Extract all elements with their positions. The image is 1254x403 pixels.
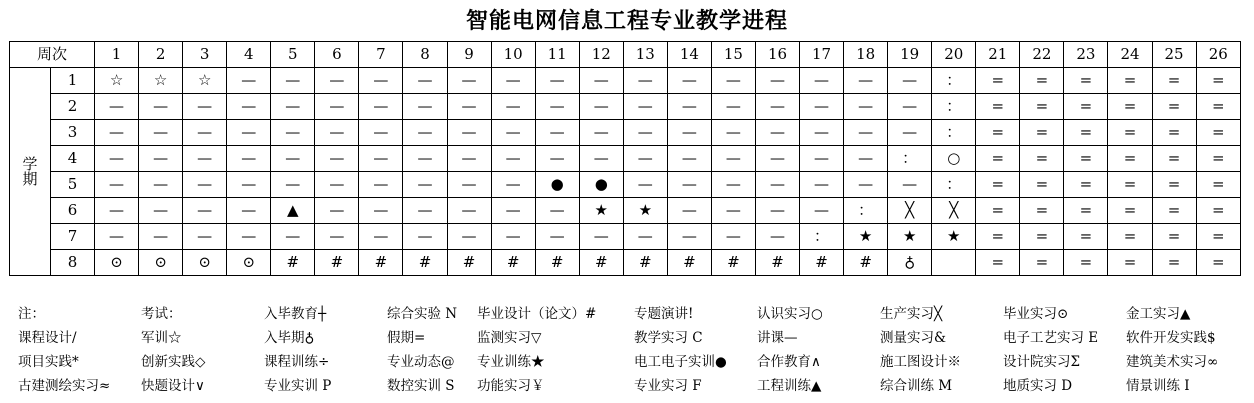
schedule-cell: — [623, 68, 667, 94]
schedule-cell: — [755, 120, 799, 146]
schedule-cell: = [1064, 94, 1108, 120]
schedule-cell: = [1020, 172, 1064, 198]
legend-item: 课程训练÷ [264, 354, 330, 370]
schedule-cell: — [535, 120, 579, 146]
term-row [10, 198, 1241, 224]
schedule-cell: — [183, 172, 227, 198]
schedule-cell: — [491, 94, 535, 120]
schedule-cell: — [139, 172, 183, 198]
schedule-cell: = [1152, 172, 1196, 198]
schedule-cell: — [491, 146, 535, 172]
schedule-cell: — [800, 68, 844, 94]
schedule-cell: — [844, 94, 888, 120]
schedule-cell: — [844, 172, 888, 198]
schedule-table [9, 41, 1241, 276]
schedule-cell: — [403, 120, 447, 146]
legend-item: 项目实践* [18, 354, 79, 370]
schedule-cell: = [1196, 250, 1240, 276]
schedule-cell: ▲ [271, 198, 315, 224]
schedule-cell: — [359, 146, 403, 172]
week-header: 21 [976, 42, 1020, 68]
schedule-cell: — [227, 120, 271, 146]
schedule-cell: — [888, 120, 932, 146]
week-header: 24 [1108, 42, 1152, 68]
schedule-cell: — [711, 198, 755, 224]
schedule-cell: = [1020, 250, 1064, 276]
schedule-cell: = [1152, 198, 1196, 224]
schedule-cell: — [183, 224, 227, 250]
legend-item: 功能实习￥ [477, 378, 545, 394]
legend-item: 专业动态@ [387, 354, 455, 370]
legend-item: 专业实训 P [264, 378, 332, 394]
schedule-cell: — [359, 172, 403, 198]
schedule-cell: — [95, 172, 139, 198]
schedule-cell: — [755, 94, 799, 120]
schedule-cell: # [711, 250, 755, 276]
legend-item: 教学实习 C [634, 330, 703, 346]
schedule-cell: ★ [844, 224, 888, 250]
schedule-cell: ● [579, 172, 623, 198]
schedule-cell: = [1108, 198, 1152, 224]
schedule-cell: — [315, 224, 359, 250]
schedule-cell: — [755, 198, 799, 224]
schedule-cell: = [1064, 224, 1108, 250]
schedule-cell: — [711, 68, 755, 94]
schedule-cell: — [447, 94, 491, 120]
schedule-cell: # [535, 250, 579, 276]
term-number: 1 [51, 68, 95, 94]
term-number: 3 [51, 120, 95, 146]
schedule-cell: — [491, 68, 535, 94]
legend-item: 认识实习○ [757, 306, 823, 322]
schedule-cell: ⊙ [227, 250, 271, 276]
week-header: 10 [491, 42, 535, 68]
schedule-cell: — [623, 120, 667, 146]
schedule-cell: = [1064, 250, 1108, 276]
legend-item: 情景训练 I [1126, 378, 1190, 394]
schedule-cell: — [667, 120, 711, 146]
term-row [10, 94, 1241, 120]
schedule-cell: ： [888, 146, 932, 172]
schedule-cell: ： [844, 198, 888, 224]
legend-item: 课程设计/ [18, 330, 77, 346]
schedule-cell: = [1108, 172, 1152, 198]
schedule-cell: ⊙ [139, 250, 183, 276]
week-header: 8 [403, 42, 447, 68]
schedule-cell: — [535, 198, 579, 224]
schedule-cell: = [1152, 146, 1196, 172]
week-header: 5 [271, 42, 315, 68]
schedule-cell: — [315, 146, 359, 172]
schedule-cell: — [491, 172, 535, 198]
legend-item: 专题演讲! [634, 306, 694, 322]
schedule-cell: — [227, 68, 271, 94]
schedule-cell: = [1152, 224, 1196, 250]
schedule-cell: — [403, 198, 447, 224]
schedule-cell: — [800, 146, 844, 172]
schedule-cell: ★ [932, 224, 976, 250]
schedule-cell: ☆ [139, 68, 183, 94]
schedule-cell: # [491, 250, 535, 276]
schedule-cell: ⊙ [95, 250, 139, 276]
legend-item: 金工实习▲ [1126, 306, 1191, 322]
schedule-cell: ⊙ [183, 250, 227, 276]
legend-item: 施工图设计※ [880, 354, 961, 370]
schedule-cell: — [755, 172, 799, 198]
schedule-cell: = [976, 94, 1020, 120]
week-header: 18 [844, 42, 888, 68]
term-row [10, 172, 1241, 198]
schedule-cell: ： [932, 172, 976, 198]
schedule-cell: — [667, 146, 711, 172]
schedule-cell: — [271, 172, 315, 198]
schedule-cell: — [755, 68, 799, 94]
legend-item: 毕业设计（论文）# [477, 306, 597, 322]
schedule-cell: — [800, 172, 844, 198]
schedule-cell: # [623, 250, 667, 276]
schedule-cell: = [976, 120, 1020, 146]
schedule-cell: — [667, 172, 711, 198]
schedule-cell: — [447, 68, 491, 94]
schedule-cell: — [227, 224, 271, 250]
schedule-cell: — [403, 224, 447, 250]
schedule-cell: = [1152, 94, 1196, 120]
schedule-cell: = [1064, 198, 1108, 224]
schedule-cell: — [271, 120, 315, 146]
schedule-cell: = [1064, 120, 1108, 146]
schedule-cell: — [623, 94, 667, 120]
week-header: 11 [535, 42, 579, 68]
schedule-cell: — [271, 94, 315, 120]
legend-item: 入毕教育┼ [264, 306, 327, 322]
term-number: 7 [51, 224, 95, 250]
schedule-cell: = [1108, 224, 1152, 250]
schedule-cell: — [315, 68, 359, 94]
schedule-cell: — [447, 146, 491, 172]
schedule-cell: — [711, 224, 755, 250]
week-header: 12 [579, 42, 623, 68]
schedule-cell: — [491, 198, 535, 224]
legend-item: 数控实训 S [387, 378, 455, 394]
legend-item: 合作教育∧ [757, 354, 821, 370]
schedule-cell: — [623, 224, 667, 250]
legend-item: 综合实验 N [387, 306, 458, 322]
schedule-cell: = [1152, 120, 1196, 146]
schedule-cell: = [976, 198, 1020, 224]
schedule-cell: — [359, 94, 403, 120]
schedule-cell: — [800, 120, 844, 146]
legend-item: 创新实践◇ [141, 354, 206, 370]
legend-item: 地质实习 D [1003, 378, 1073, 394]
schedule-cell: = [976, 68, 1020, 94]
schedule-cell: — [844, 120, 888, 146]
term-number: 6 [51, 198, 95, 224]
schedule-cell: — [535, 68, 579, 94]
schedule-cell: — [711, 172, 755, 198]
schedule-cell: — [800, 198, 844, 224]
schedule-cell: ★ [579, 198, 623, 224]
schedule-cell [932, 250, 976, 276]
schedule-cell: # [579, 250, 623, 276]
term-row [10, 250, 1241, 276]
schedule-cell: — [315, 198, 359, 224]
legend-item: 军训☆ [141, 330, 182, 346]
schedule-cell: — [667, 68, 711, 94]
schedule-cell: = [1108, 68, 1152, 94]
schedule-cell: — [403, 68, 447, 94]
schedule-cell: — [359, 120, 403, 146]
schedule-cell: — [95, 120, 139, 146]
schedule-cell: ♁ [888, 250, 932, 276]
week-header: 19 [888, 42, 932, 68]
schedule-cell: — [403, 146, 447, 172]
schedule-cell: = [1064, 68, 1108, 94]
schedule-cell: = [1020, 198, 1064, 224]
schedule-cell: = [1196, 94, 1240, 120]
schedule-cell: = [1152, 68, 1196, 94]
schedule-cell: — [95, 224, 139, 250]
week-header: 25 [1152, 42, 1196, 68]
legend-item: 综合训练 M [880, 378, 953, 394]
schedule-cell: — [711, 94, 755, 120]
week-header: 4 [227, 42, 271, 68]
week-header: 14 [667, 42, 711, 68]
schedule-cell: = [1020, 68, 1064, 94]
schedule-cell: — [403, 94, 447, 120]
schedule-cell: — [227, 198, 271, 224]
schedule-cell: — [844, 146, 888, 172]
schedule-cell: = [1064, 172, 1108, 198]
legend-item: 生产实习╳ [880, 306, 943, 322]
schedule-cell: ： [932, 68, 976, 94]
schedule-cell: — [403, 172, 447, 198]
legend-item: 工程训练▲ [757, 378, 822, 394]
schedule-cell: = [1196, 68, 1240, 94]
week-header: 3 [183, 42, 227, 68]
legend-item: 讲课— [757, 330, 798, 346]
schedule-cell: — [711, 146, 755, 172]
schedule-cell: = [1108, 120, 1152, 146]
schedule-cell: — [227, 146, 271, 172]
term-label-char: 学 [22, 154, 38, 173]
schedule-cell: = [1020, 146, 1064, 172]
schedule-cell: # [315, 250, 359, 276]
schedule-cell: ○ [932, 146, 976, 172]
week-label: 周次 [10, 42, 95, 68]
schedule-cell: — [183, 198, 227, 224]
term-number: 2 [51, 94, 95, 120]
schedule-cell: = [1196, 224, 1240, 250]
schedule-cell: # [800, 250, 844, 276]
schedule-cell: — [844, 68, 888, 94]
legend-item: 专业实习 F [634, 378, 702, 394]
schedule-cell: — [227, 172, 271, 198]
week-header: 16 [755, 42, 799, 68]
header-row [10, 42, 1241, 68]
schedule-cell: — [447, 198, 491, 224]
schedule-cell: — [667, 94, 711, 120]
legend-item: 建筑美术实习∞ [1126, 354, 1219, 370]
schedule-cell: # [359, 250, 403, 276]
legend-item: 监测实习▽ [477, 330, 542, 346]
week-header: 17 [800, 42, 844, 68]
term-number: 5 [51, 172, 95, 198]
schedule-cell: = [1064, 146, 1108, 172]
term-label-char: 期 [22, 169, 38, 188]
week-header: 6 [315, 42, 359, 68]
week-header: 22 [1020, 42, 1064, 68]
schedule-cell: — [183, 146, 227, 172]
legend-item: 设计院实习Σ [1003, 354, 1081, 370]
week-header: 7 [359, 42, 403, 68]
week-header: 15 [711, 42, 755, 68]
schedule-cell: — [535, 146, 579, 172]
legend-item: 专业训练★ [477, 354, 545, 370]
schedule-cell: — [315, 94, 359, 120]
legend-item: 电子工艺实习 E [1003, 330, 1099, 346]
schedule-cell: — [139, 224, 183, 250]
legend-item: 毕业实习⊙ [1003, 306, 1069, 322]
schedule-cell: — [271, 68, 315, 94]
schedule-cell: — [271, 146, 315, 172]
schedule-cell: = [1108, 250, 1152, 276]
week-header: 1 [95, 42, 139, 68]
week-header: 26 [1196, 42, 1240, 68]
schedule-cell: ★ [888, 224, 932, 250]
schedule-cell: — [711, 120, 755, 146]
schedule-cell: = [1152, 250, 1196, 276]
term-label [10, 68, 51, 276]
schedule-cell: — [359, 224, 403, 250]
schedule-cell: — [535, 224, 579, 250]
legend-item: 考试： [141, 306, 182, 322]
schedule-cell: — [579, 146, 623, 172]
schedule-cell: ☆ [183, 68, 227, 94]
schedule-cell: — [315, 172, 359, 198]
schedule-cell: ： [932, 120, 976, 146]
schedule-cell: = [1108, 94, 1152, 120]
legend-item: 软件开发实践$ [1126, 330, 1216, 346]
term-row [10, 120, 1241, 146]
schedule-cell: — [755, 224, 799, 250]
schedule-cell: — [579, 224, 623, 250]
schedule-cell: = [1196, 120, 1240, 146]
term-number: 8 [51, 250, 95, 276]
legend-item: 古建测绘实习≈ [18, 378, 111, 394]
schedule-cell: — [139, 94, 183, 120]
schedule-cell: — [535, 94, 579, 120]
schedule-cell: = [1196, 146, 1240, 172]
schedule-cell: ： [800, 224, 844, 250]
schedule-cell: — [579, 120, 623, 146]
schedule-cell: = [1020, 120, 1064, 146]
schedule-cell: = [976, 172, 1020, 198]
schedule-cell: — [667, 224, 711, 250]
schedule-cell: — [315, 120, 359, 146]
schedule-cell: — [888, 68, 932, 94]
term-row [10, 146, 1241, 172]
schedule-cell: ★ [623, 198, 667, 224]
schedule-cell: — [447, 120, 491, 146]
schedule-cell: # [447, 250, 491, 276]
schedule-cell: — [183, 120, 227, 146]
schedule-cell: = [1020, 224, 1064, 250]
schedule-cell: — [183, 94, 227, 120]
term-row [10, 68, 1241, 94]
schedule-cell: ╳ [932, 198, 976, 224]
schedule-cell: — [271, 224, 315, 250]
schedule-cell: — [579, 94, 623, 120]
legend-item: 电工电子实训● [634, 354, 727, 370]
schedule-cell: # [403, 250, 447, 276]
page-title: 智能电网信息工程专业教学进程 [465, 9, 788, 34]
schedule-cell: — [491, 120, 535, 146]
schedule-cell: — [359, 68, 403, 94]
schedule-cell: — [623, 146, 667, 172]
schedule-cell: — [95, 94, 139, 120]
term-row [10, 224, 1241, 250]
legend-item: 测量实习& [880, 330, 947, 346]
week-header: 20 [932, 42, 976, 68]
schedule-cell: = [1020, 94, 1064, 120]
schedule-cell: — [139, 198, 183, 224]
week-header: 2 [139, 42, 183, 68]
schedule-cell: — [359, 198, 403, 224]
schedule-cell: — [579, 68, 623, 94]
schedule-cell: — [139, 146, 183, 172]
schedule-cell: ╳ [888, 198, 932, 224]
schedule-cell: # [271, 250, 315, 276]
schedule-cell: — [95, 198, 139, 224]
schedule-cell: — [227, 94, 271, 120]
schedule-cell: — [447, 224, 491, 250]
schedule-cell: = [976, 224, 1020, 250]
schedule-cell: — [491, 224, 535, 250]
schedule-cell: — [95, 146, 139, 172]
legend-item: 注： [18, 306, 45, 322]
schedule-cell: — [888, 94, 932, 120]
schedule-cell: = [1196, 198, 1240, 224]
schedule-cell: — [800, 94, 844, 120]
schedule-cell: # [844, 250, 888, 276]
schedule-cell: ☆ [95, 68, 139, 94]
schedule-cell: # [755, 250, 799, 276]
week-header: 9 [447, 42, 491, 68]
schedule-cell: = [976, 250, 1020, 276]
schedule-cell: ： [932, 94, 976, 120]
schedule-cell: — [888, 172, 932, 198]
legend-item: 假期= [387, 330, 426, 346]
legend-item: 入毕期♁ [264, 330, 315, 346]
schedule-cell: — [623, 172, 667, 198]
schedule-cell: = [1196, 172, 1240, 198]
legend-item: 快题设计∨ [141, 378, 205, 394]
schedule-cell: = [1108, 146, 1152, 172]
schedule-cell: — [139, 120, 183, 146]
schedule-cell: ● [535, 172, 579, 198]
week-header: 13 [623, 42, 667, 68]
schedule-cell: = [976, 146, 1020, 172]
schedule-cell: — [667, 198, 711, 224]
schedule-cell: # [667, 250, 711, 276]
term-number: 4 [51, 146, 95, 172]
schedule-cell: — [755, 146, 799, 172]
schedule-cell: — [447, 172, 491, 198]
week-header: 23 [1064, 42, 1108, 68]
